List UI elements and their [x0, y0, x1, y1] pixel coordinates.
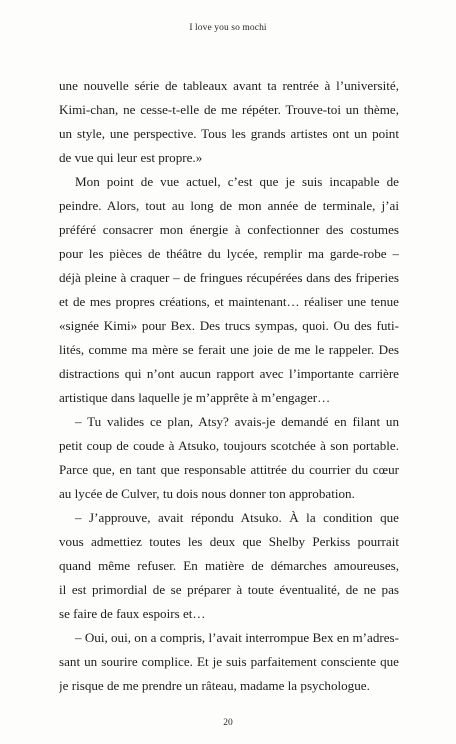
text-line: artistique dans laquelle je m’apprête à m’engager… — [59, 390, 331, 405]
running-header: I love you so mochi — [189, 23, 267, 33]
page-number: 20 — [223, 718, 233, 728]
text-line: peindre. Alors, tout au long de mon année de terminale, j’ai — [59, 198, 399, 213]
text-line: – Tu valides ce plan, Atsy? avais-je demandé en filant un — [75, 414, 399, 429]
text-line: au lycée de Culver, tu dois nous donner ton approbation. — [59, 486, 355, 501]
text-line: «signée Kimi» pour Bex. Des trucs sympas, quoi. Ou des futi- — [59, 318, 399, 333]
text-line: petit coup de coude à Atsuko, toujours scotchée à son portable. — [59, 438, 399, 453]
text-line: distractions qui n’ont aucun rapport avec l’importante carrière — [59, 366, 399, 381]
text-line: préféré consacrer mon énergie à confectionner des costumes — [59, 222, 399, 237]
text-line: quand même refuser. En matière de démarches amoureuses, — [59, 558, 399, 573]
text-line: Mon point de vue actuel, c’est que je suis incapable de — [75, 174, 399, 189]
text-line: une nouvelle série de tableaux avant ta rentrée à l’université, — [59, 78, 399, 93]
text-line: je risque de me prendre un râteau, madame la psychologue. — [59, 678, 370, 693]
text-line: se faire de faux espoirs et… — [59, 606, 206, 621]
text-line: Parce que, en tant que responsable attitrée du courrier du cœur — [59, 462, 399, 477]
body-text — [59, 74, 399, 698]
text-line: sant un sourire complice. Et je suis parfaitement consciente que — [59, 654, 399, 669]
text-line: il est primordial de se préparer à toute éventualité, de ne pas — [59, 582, 399, 597]
text-line: – Oui, oui, on a compris, l’avait interrompue Bex en m’adres- — [75, 630, 399, 645]
text-line: et de mes propres créations, et maintenant… réaliser une tenue — [59, 294, 399, 309]
text-line: Kimi-chan, ne cesse-t-elle de me répéter. Trouve-toi un thème, — [59, 102, 399, 117]
text-line: vous admettiez toutes les deux que Shelby Perkiss pourrait — [59, 534, 399, 549]
text-line: de vue qui leur est propre.» — [59, 150, 203, 165]
text-line: un style, une perspective. Tous les grands artistes ont un point — [59, 126, 399, 141]
text-line: déjà pleine à craquer – de fringues récupérées dans des friperies — [59, 270, 399, 285]
text-line: – J’approuve, avait répondu Atsuko. À la condition que — [75, 510, 399, 525]
text-line: lités, comme ma mère se ferait une joie de me le rappeler. Des — [59, 342, 399, 357]
text-line: pour les pièces de théâtre du lycée, remplir ma garde-robe – — [59, 246, 399, 261]
